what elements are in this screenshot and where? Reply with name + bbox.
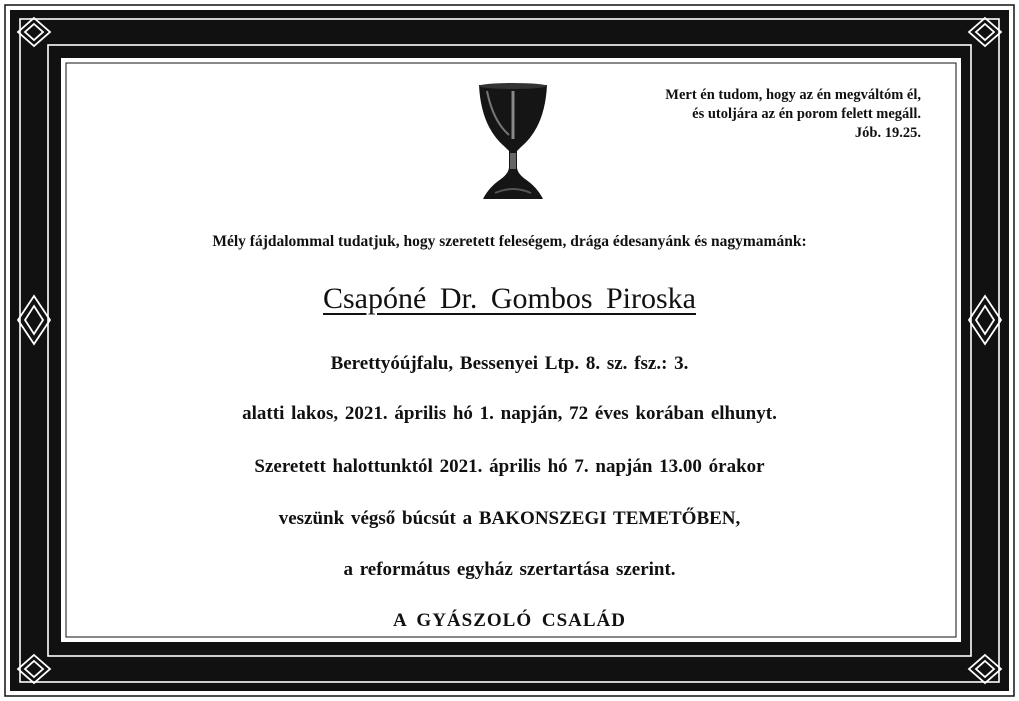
- deceased-name: Csapóné Dr. Gombos Piroska: [323, 282, 696, 315]
- signature-family: A GYÁSZOLÓ CSALÁD: [393, 610, 626, 631]
- ceremony-line: a református egyház szertartása szerint.: [343, 559, 676, 580]
- chalice-icon: [473, 81, 553, 205]
- address-line: Berettyóújfalu, Bessenyei Ltp. 8. sz. fsz.: 3.: [330, 353, 689, 374]
- quote-line: és utoljára az én porom felett megáll.: [692, 106, 921, 122]
- quote-reference: Jób. 19.25.: [854, 125, 921, 141]
- funeral-date-line: Szeretett halottunktól 2021. április hó 7. napján 13.00 órakor: [254, 456, 765, 477]
- quote-line: Mert én tudom, hogy az én megváltóm él,: [665, 87, 921, 103]
- funeral-place-line: veszünk végső búcsút a BAKONSZEGI TEMETŐBEN,: [278, 508, 741, 529]
- intro-text: Mély fájdalommal tudatjuk, hogy szeretett feleségem, drága édesanyánk és nagymamánk:: [212, 233, 807, 250]
- bible-quote: [665, 86, 921, 143]
- death-details-line: alatti lakos, 2021. április hó 1. napján, 72 éves korában elhunyt.: [242, 403, 777, 424]
